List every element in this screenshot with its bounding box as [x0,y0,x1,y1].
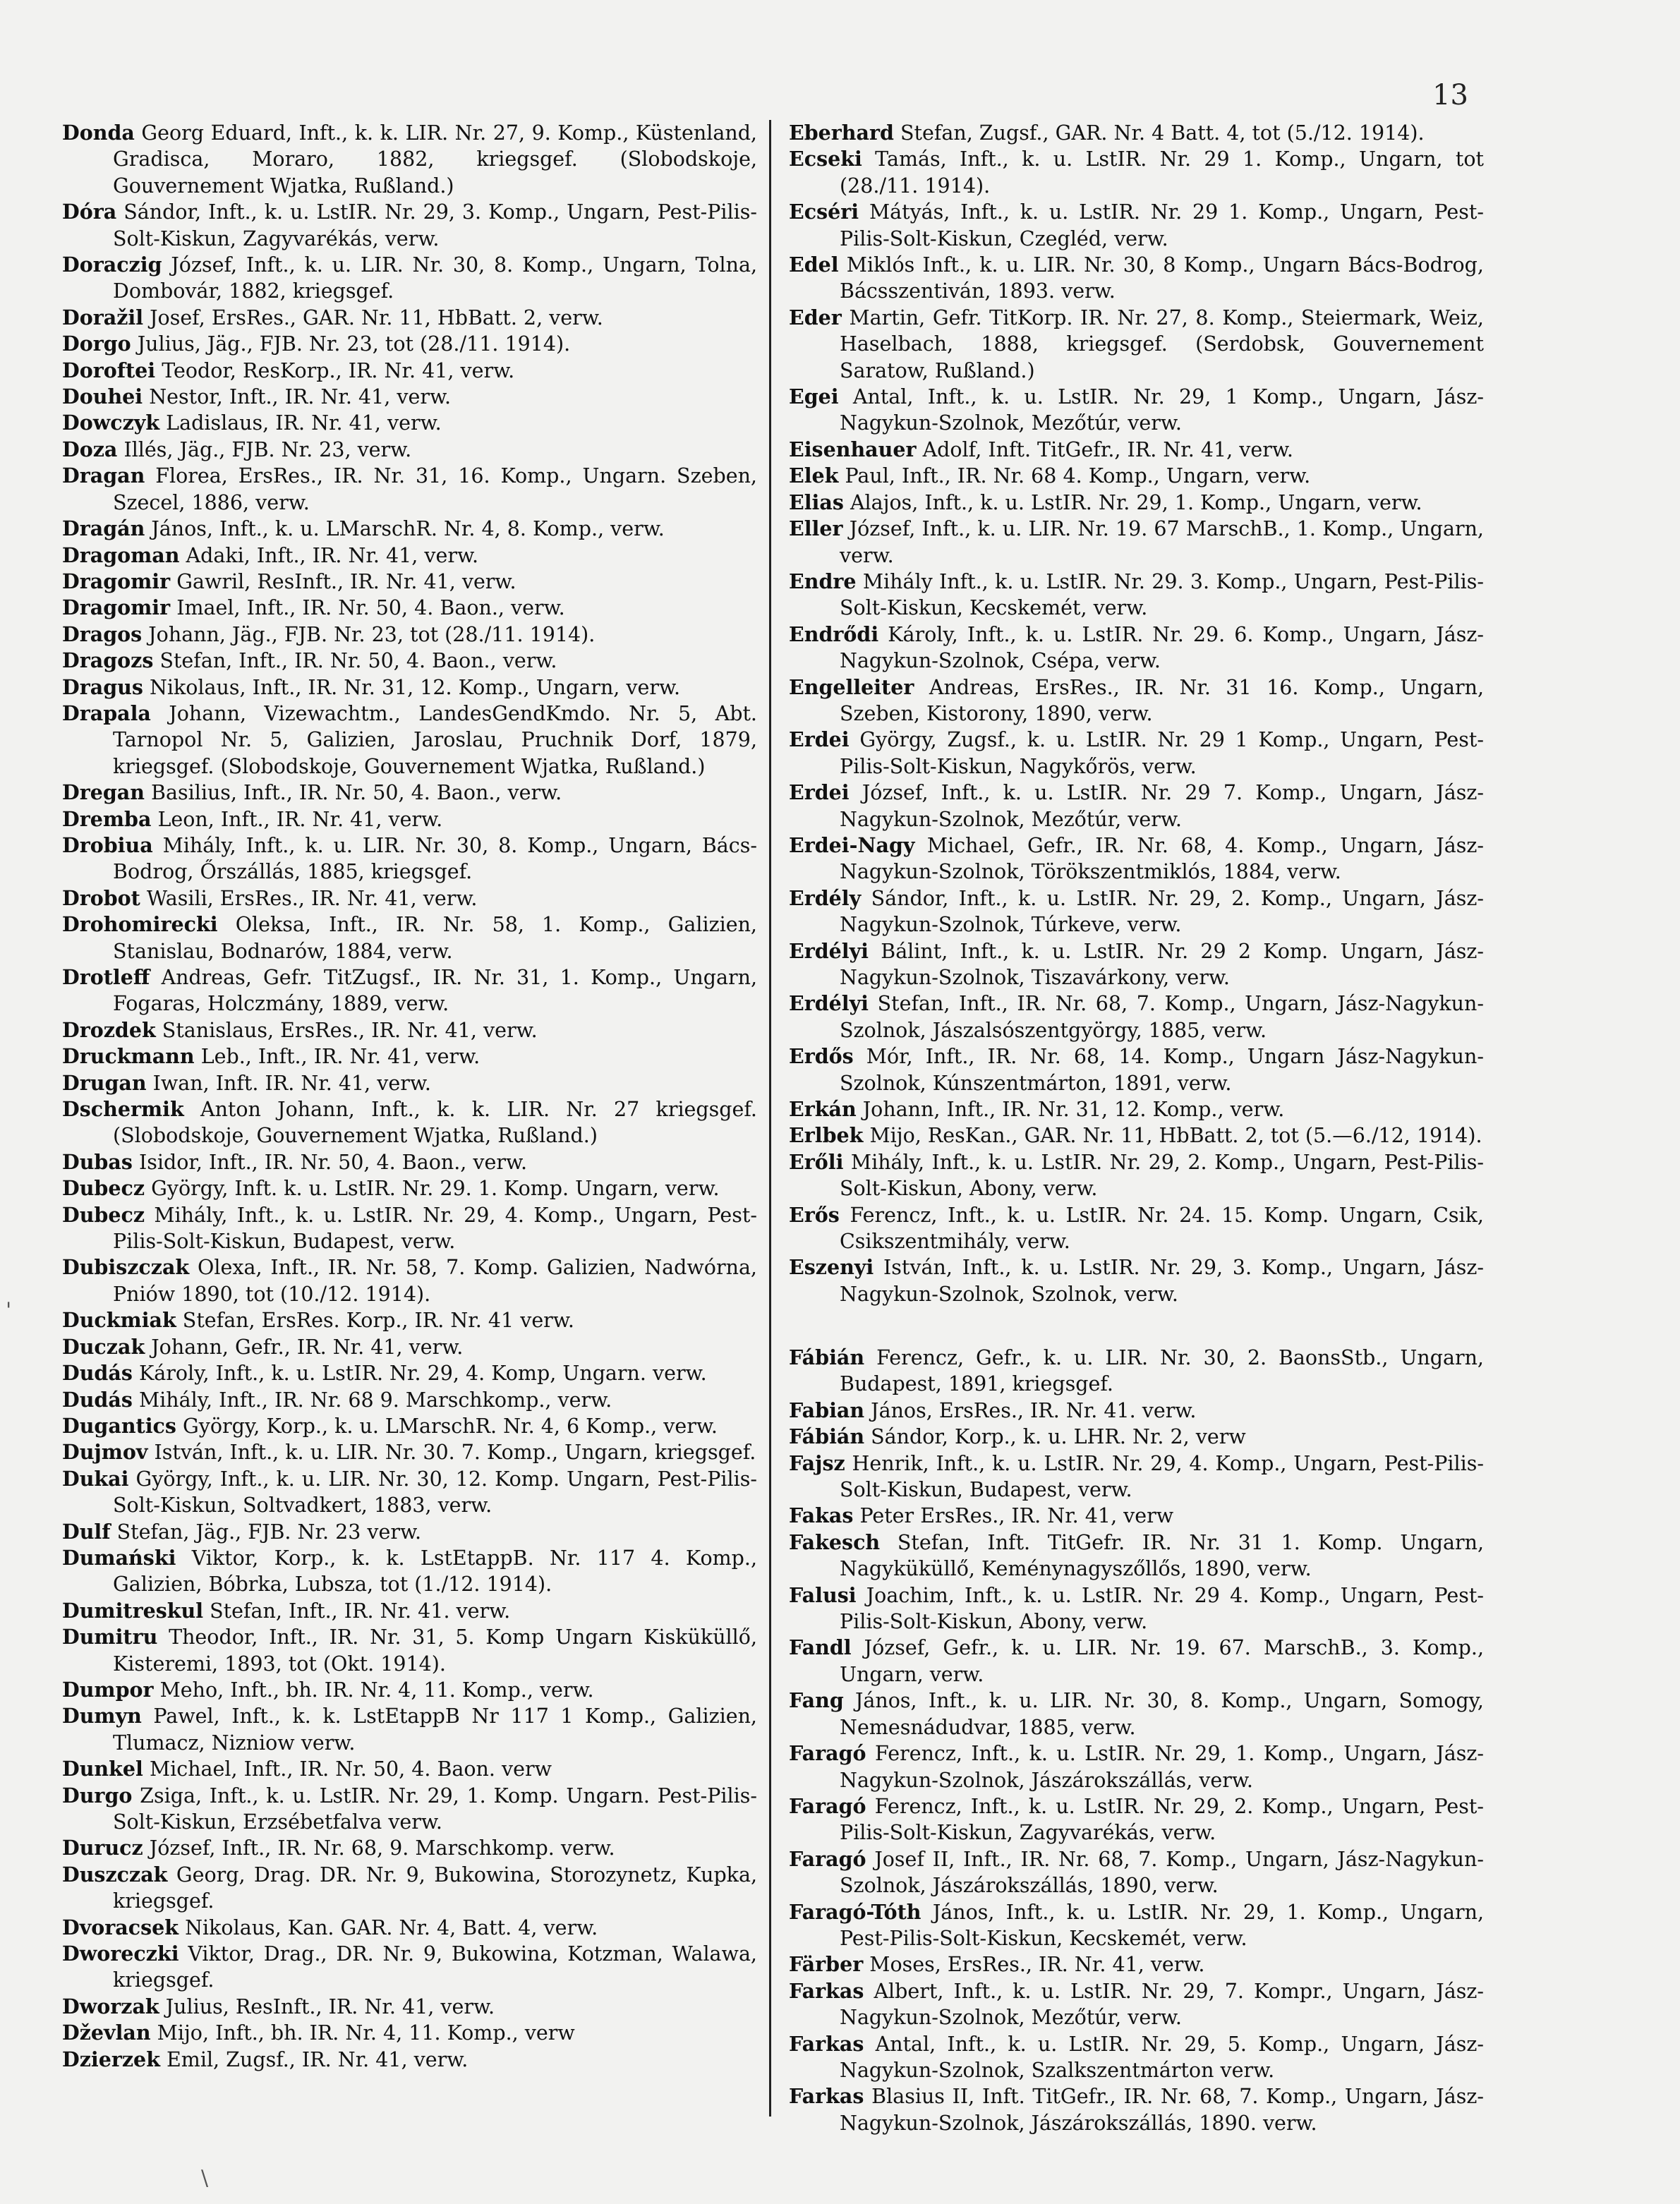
entry [62,1387,757,1413]
entry-surname: Färber [789,1952,864,1977]
entry-details: Stefan, ErsRes. Korp., IR. Nr. 41 verw. [182,1309,574,1333]
entry-surname: Dowczyk [62,411,160,435]
entry-surname: Erdei [789,727,850,752]
entry-details: János, ErsRes., IR. Nr. 41. verw. [871,1398,1197,1422]
entry-surname: Egei [789,385,839,409]
entry-details: Tamás, Inft., k. u. LstIR. Nr. 29 1. Komp., Ungarn, tot (28./11. 1914). [840,147,1484,198]
entry-details: Sándor, Inft., k. u. LstIR. Nr. 29, 2. Komp., Ungarn, Jász-Nagykun-Szolnok, Túrkeve, verw. [840,886,1485,937]
entry [62,463,757,516]
entry [789,1635,1484,1688]
entry-details: József, Inft., k. u. LIR. Nr. 19. 67 MarschB., 1. Komp., Ungarn, verw. [840,517,1484,567]
entry [62,1756,757,1782]
entry-details: Imael, Inft., IR. Nr. 50, 4. Baon., verw. [176,596,565,620]
entry-surname: Dubas [62,1149,133,1174]
entry-details: Ferencz, Inft., k. u. LstIR. Nr. 29, 2. Komp., Ungarn, Pest-Pilis-Solt-Kiskun, Zagyvarékás, verw. [840,1794,1484,1845]
entry [789,1582,1484,1635]
entry-details: Leb., Inft., IR. Nr. 41, verw. [200,1045,481,1069]
entry-surname: Donda [62,121,135,145]
entry-surname: Dragan [62,464,145,488]
entry [62,595,757,621]
entry-details: Stefan, Jäg., FJB. Nr. 23 verw. [116,1520,422,1544]
entry-surname: Dubecz [62,1202,145,1227]
entry-surname: Endre [789,569,857,593]
entry-details: Georg, Drag. DR. Nr. 9, Bukowina, Storozynetz, Kupka, kriegsgef. [113,1863,758,1913]
entry-details: Anton Johann, Inft., k. k. LIR. Nr. 27 kriegsgef. (Slobodskoje, Gouvernement Wjatka, Rußland.) [113,1098,757,1148]
entry-surname: Durucz [62,1836,143,1860]
entry-surname: Dunkel [62,1757,143,1781]
entry [789,1846,1484,1899]
entry [789,437,1484,463]
entry [62,885,757,912]
entry [789,1951,1484,1978]
entry-details: József, Inft., k. u. LIR. Nr. 30, 8. Komp., Ungarn, Tolna, Dombovár, 1882, kriegsgef. [113,253,757,303]
entry-details: Stefan, Zugsf., GAR. Nr. 4 Batt. 4, tot (5./12. 1914). [900,121,1425,145]
entry-details: Nikolaus, Inft., IR. Nr. 31, 12. Komp., Ungarn, verw. [149,675,681,699]
entry-surname: Dregan [62,780,145,805]
entry-details: Andreas, Gefr. TitZugsf., IR. Nr. 31, 1. Komp., Ungarn, Fogaras, Holczmány, 1889, verw. [113,966,758,1016]
entry [789,146,1484,199]
entry-details: Miklós Inft., k. u. LIR. Nr. 30, 8 Komp., Ungarn Bács-Bodrog, Bácsszentiván, 1893. verw. [840,253,1484,303]
entry-surname: Erős [789,1202,840,1227]
entry-surname: Dumitru [62,1625,158,1649]
entry [62,1439,757,1465]
entry-details: Mór, Inft., IR. Nr. 68, 14. Komp., Ungarn Jász-Nagykun-Szolnok, Kúnszentmárton, 1891, verw. [840,1045,1485,1095]
entry-surname: Duszczak [62,1862,168,1887]
entry [789,1978,1484,2031]
entry-surname: Endrődi [789,622,879,646]
entry-surname: Fakas [789,1503,854,1528]
entry-details: Stefan, Inft., IR. Nr. 50, 4. Baon., verw. [159,649,557,673]
entry-surname: Fábián [789,1424,865,1449]
entry-details: Nestor, Inft., IR. Nr. 41, verw. [149,385,452,409]
entry [62,1334,757,1360]
entry-surname: Falusi [789,1582,857,1607]
entry-surname: Eisenhauer [789,437,917,461]
entry-details: Stefan, Inft. TitGefr. IR. Nr. 31 1. Komp. Ungarn, Nagyküküllő, Keménynagyszőllős, 1890, verw. [840,1530,1485,1581]
entry-surname: Dudás [62,1387,133,1412]
entry-surname: Dworzak [62,1994,159,2018]
entry-surname: Drobiua [62,832,153,857]
entry-surname: Dschermik [62,1097,184,1122]
entry-details: János, Inft., k. u. LstIR. Nr. 29, 1. Komp., Ungarn, Pest-Pilis-Solt-Kiskun, Kecskemét, verw. [840,1900,1484,1950]
entry-details: István, Inft., k. u. LIR. Nr. 30. 7. Komp., Ungarn, kriegsgef. [154,1441,756,1465]
entry-details: Antal, Inft., k. u. LstIR. Nr. 29, 5. Komp., Ungarn, Jász-Nagykun-Szolnok, Szalkszentmárton verw. [840,2032,1484,2082]
entry [789,1451,1484,1503]
entry [62,1307,757,1333]
entry-details: Mijo, ResKan., GAR. Nr. 11, HbBatt. 2, tot (5.—6./12, 1914). [869,1124,1482,1148]
entry-surname: Fabian [789,1398,865,1422]
entry-surname: Dževlan [62,2021,151,2045]
entry-surname: Dumitreskul [62,1598,204,1623]
entry-details: György, Inft. k. u. LstIR. Nr. 29. 1. Komp. Ungarn, verw. [151,1177,720,1201]
entry [62,1783,757,1836]
entry-surname: Farkas [789,1978,864,2003]
entry [789,1149,1484,1202]
entry [789,2083,1484,2136]
entry [62,1994,757,2020]
entry-surname: Faragó [789,1741,866,1766]
entry [789,1202,1484,1255]
entry-details: Viktor, Drag., DR. Nr. 9, Bukowina, Kotzman, Walawa, kriegsgef. [113,1942,757,1992]
entry [62,1915,757,1941]
entry [789,1398,1484,1424]
entry-surname: Erkán [789,1097,857,1122]
entry-surname: Dragozs [62,648,154,673]
entry-surname: Duczak [62,1334,145,1359]
entry-details: Adolf, Inft. TitGefr., IR. Nr. 41, verw. [922,437,1293,461]
entry-details: Georg Eduard, Inft., k. k. LIR. Nr. 27, 9. Komp., Küstenland, Gradisca, Moraro, 1882, kriegsgef. (Slobodskoje, Gouvernement Wjatka, Rußland.) [113,121,757,198]
entry [789,885,1484,938]
entry-details: Julius, Jäg., FJB. Nr. 23, tot (28./11. 1914). [137,332,571,356]
entry-details: Pawel, Inft., k. k. LstEtappB Nr 117 1 Komp., Galizien, Tlumacz, Nizniow verw. [113,1705,757,1755]
entry [62,1175,757,1201]
entry-surname: Faragó-Tóth [789,1899,921,1924]
entry [789,780,1484,832]
entry [62,1598,757,1624]
entry-surname: Elek [789,464,839,488]
entry-surname: Douhei [62,385,143,409]
entry-surname: Fandl [789,1635,852,1660]
entry-surname: Farkas [789,2031,864,2056]
entry-surname: Erdei-Nagy [789,832,915,857]
entry [62,832,757,885]
entry-details: György, Korp., k. u. LMarschR. Nr. 4, 6 Komp., verw. [183,1414,718,1438]
entry [789,2031,1484,2084]
entry [62,701,757,780]
entry [789,991,1484,1043]
entry-details: György, Zugsf., k. u. LstIR. Nr. 29 1 Komp., Ungarn, Pest-Pilis-Solt-Kiskun, Nagykőrös, verw. [840,728,1484,778]
entry-surname: Dumpor [62,1677,154,1702]
entry-surname: Doražil [62,305,144,329]
entry-surname: Engelleiter [789,674,914,699]
entry-surname: Durgo [62,1783,133,1808]
entry-details: Oleksa, Inft., IR. Nr. 58, 1. Komp., Galizien, Stanislau, Bodnarów, 1884, verw. [113,913,757,963]
entry [62,410,757,436]
stray-mark-bottom: \ [201,2166,209,2191]
entry [789,1688,1484,1740]
entry [789,384,1484,437]
entry [62,437,757,463]
entry [62,1149,757,1175]
entry [62,358,757,384]
entry-surname: Drapala [62,701,151,725]
entry-surname: Dzierzek [62,2047,160,2071]
entry-surname: Dukai [62,1466,129,1491]
entry-details: Mihály, Inft., k. u. LstIR. Nr. 29, 4. Komp., Ungarn, Pest-Pilis-Solt-Kiskun, Budapest, verw. [113,1203,757,1254]
entry [62,1677,757,1703]
entry-details: Florea, ErsRes., IR. Nr. 31, 16. Komp., Ungarn. Szeben, Szecel, 1886, verw. [113,464,757,514]
entry [62,1017,757,1043]
entry-surname: Dujmov [62,1440,148,1465]
entry [789,463,1484,489]
entry [62,516,757,542]
entry [789,938,1484,991]
right-column-f-entries [789,1345,1484,2136]
entry-details: Ferencz, Inft., k. u. LstIR. Nr. 24. 15. Komp. Ungarn, Csik, Csikszentmihály, verw. [840,1203,1484,1254]
entry [62,2020,757,2046]
entry-details: Stefan, Inft., IR. Nr. 68, 7. Komp., Ungarn, Jász-Nagykun-Szolnok, Jászalsószentgyörgy, 1885, verw. [840,992,1484,1042]
entry-surname: Dragomir [62,595,171,620]
entry-details: Peter ErsRes., IR. Nr. 41, verw [859,1504,1174,1528]
entry [789,1503,1484,1529]
entry [62,1043,757,1070]
entry-details: Isidor, Inft., IR. Nr. 50, 4. Baon., verw. [138,1150,528,1174]
entry-details: Illés, Jäg., FJB. Nr. 23, verw. [123,437,412,461]
entry-surname: Erdélyi [789,991,869,1016]
entry [62,569,757,595]
entry-surname: Dubiszczak [62,1255,190,1280]
entry-details: Joachim, Inft., k. u. LstIR. Nr. 29 4. Komp., Ungarn, Pest-Pilis-Solt-Kiskun, Abony, verw. [840,1583,1484,1634]
entry-details: János, Inft., k. u. LMarschR. Nr. 4, 8. Komp., verw. [151,517,665,541]
entry-surname: Doroftei [62,358,156,382]
entry-details: Martin, Gefr. TitKorp. IR. Nr. 27, 8. Komp., Steiermark, Weiz, Haselbach, 1888, kriegsgef. (Serdobsk, Gouvernement Saratow, Rußland.) [840,305,1484,382]
entry [62,964,757,1017]
entry-details: Basilius, Inft., IR. Nr. 50, 4. Baon., verw. [151,781,562,805]
entry-surname: Dragomir [62,569,171,593]
entry-details: Leon, Inft., IR. Nr. 41, verw. [157,807,443,831]
entry [62,648,757,674]
entry [789,1740,1484,1793]
entry [62,780,757,806]
entry-surname: Edel [789,253,839,277]
entry-details: Olexa, Inft., IR. Nr. 58, 7. Komp. Galizien, Nadwórna, Pniów 1890, tot (10./12. 1914). [113,1256,757,1306]
entry-details: Adaki, Inft., IR. Nr. 41, verw. [186,543,479,567]
entry-details: Gawril, ResInft., IR. Nr. 41, verw. [176,569,516,593]
entry-surname: Dorgo [62,332,131,356]
entry-details: József, Inft., IR. Nr. 68, 9. Marschkomp. verw. [149,1836,615,1860]
entry-surname: Eberhard [789,121,894,145]
entry-surname: Dulf [62,1519,111,1544]
entry-details: Károly, Inft., k. u. LstIR. Nr. 29. 6. Komp., Ungarn, Jász-Nagykun-Szolnok, Csépa, verw. [840,622,1484,673]
entry-details: Michael, Gefr., IR. Nr. 68, 4. Komp., Ungarn, Jász-Nagykun-Szolnok, Törökszentmiklós, 1884, verw. [840,833,1484,884]
entry [789,1122,1484,1149]
entry [62,1202,757,1255]
entry-details: Antal, Inft., k. u. LstIR. Nr. 29, 1 Komp., Ungarn, Jász-Nagykun-Szolnok, Mezőtúr, verw. [840,385,1484,435]
entry [789,1096,1484,1122]
entry-details: Paul, Inft., IR. Nr. 68 4. Komp., Ungarn, verw. [845,464,1311,488]
entry-details: József, Gefr., k. u. LIR. Nr. 19. 67. MarschB., 3. Komp., Ungarn, verw. [840,1636,1485,1686]
entry-surname: Erdély [789,885,862,910]
entry [789,252,1484,305]
entry-details: Stanislaus, ErsRes., IR. Nr. 41, verw. [162,1018,538,1042]
entry [789,727,1484,780]
entry-surname: Farkas [789,2084,864,2109]
entry-details: Ladislaus, IR. Nr. 41, verw. [166,411,442,435]
entry-details: Emil, Zugsf., IR. Nr. 41, verw. [167,2047,469,2071]
entry-surname: Dworeczki [62,1942,179,1966]
entry [789,832,1484,885]
entry [62,199,757,252]
entry-surname: Dugantics [62,1413,176,1438]
entry-surname: Dudás [62,1361,133,1386]
right-column-e-entries [789,120,1484,1307]
entry [62,1703,757,1756]
entry-surname: Fábián [789,1345,865,1369]
entry-details: Moses, ErsRes., IR. Nr. 41, verw. [869,1953,1205,1977]
entry-surname: Dumyn [62,1704,142,1728]
entry-surname: Eder [789,305,842,329]
entry-details: Stefan, Inft., IR. Nr. 41. verw. [210,1599,511,1623]
entry-details: Johann, Gefr., IR. Nr. 41, verw. [151,1335,464,1359]
entry-surname: Drotleff [62,965,150,989]
entry-surname: Erdélyi [789,938,869,963]
entry [62,1096,757,1149]
entry-details: József, Inft., k. u. LstIR. Nr. 29 7. Komp., Ungarn, Jász-Nagykun-Szolnok, Mezőtúr, verw. [840,781,1484,831]
entry [789,1254,1484,1307]
entry-details: Alajos, Inft., k. u. LstIR. Nr. 29, 1. Komp., Ungarn, verw. [850,490,1422,514]
entry [62,305,757,331]
entry [62,1624,757,1677]
entry-details: Zsiga, Inft., k. u. LstIR. Nr. 29, 1. Komp. Ungarn. Pest-Pilis-Solt-Kiskun, Erzsébetfalva verw. [113,1784,757,1834]
entry-details: Mihály, Inft., k. u. LstIR. Nr. 29, 2. Komp., Ungarn, Pest-Pilis-Solt-Kiskun, Abony, verw. [840,1150,1484,1201]
entry [789,674,1484,727]
entry-details: János, Inft., k. u. LIR. Nr. 30, 8. Komp., Ungarn, Somogy, Nemesnádudvar, 1885, verw. [840,1689,1484,1739]
entry-surname: Dvoracsek [62,1915,179,1939]
entry-surname: Duckmiak [62,1308,176,1333]
entry-surname: Druckmann [62,1044,195,1069]
entry [789,1424,1484,1450]
entry [789,490,1484,516]
entry-surname: Dremba [62,806,152,831]
entry-surname: Drobot [62,885,140,910]
entry-surname: Dóra [62,200,117,224]
entry-details: Mátyás, Inft., k. u. LstIR. Nr. 29 1. Komp., Ungarn, Pest-Pilis-Solt-Kiskun, Czegléd, verw. [840,200,1484,250]
entry [62,674,757,701]
entry [62,120,757,199]
entry [789,120,1484,146]
entry [62,1466,757,1519]
entry [62,252,757,305]
entry-surname: Ecseki [789,147,862,171]
entry-details: Iwan, Inft. IR. Nr. 41, verw. [152,1071,431,1095]
entry-details: Teodor, ResKorp., IR. Nr. 41, verw. [162,358,515,382]
entry [62,384,757,410]
entry-details: Nikolaus, Kan. GAR. Nr. 4, Batt. 4, verw. [185,1915,598,1939]
entry-details: Josef, ErsRes., GAR. Nr. 11, HbBatt. 2, verw. [150,305,603,329]
entry-details: Theodor, Inft., IR. Nr. 31, 5. Komp Ungarn Kisküküllő, Kisteremi, 1893, tot (Okt. 1914). [113,1625,758,1676]
entry [62,1835,757,1861]
entry [789,569,1484,622]
entry-details: Johann, Vizewachtm., LandesGendKmdo. Nr. 5, Abt. Tarnopol Nr. 5, Galizien, Jaroslau, Pruchnik Dorf, 1879, kriegsgef. (Slobodskoje, Gouvernement Wjatka, Rußland.) [113,701,757,778]
entry [789,1793,1484,1846]
entry-surname: Erdős [789,1044,854,1069]
entry-details: Andreas, ErsRes., IR. Nr. 31 16. Komp., Ungarn, Szeben, Kistorony, 1890, verw. [840,675,1485,725]
entry [62,912,757,964]
entry-details: Mihály, Inft., IR. Nr. 68 9. Marschkomp., verw. [138,1388,612,1412]
entry [789,199,1484,252]
entry-details: Josef II, Inft., IR. Nr. 68, 7. Komp., Ungarn, Jász-Nagykun-Szolnok, Jászárokszállás, 1890, verw. [840,1847,1484,1898]
entry-details: Mijo, Inft., bh. IR. Nr. 4, 11. Komp., verw [157,2021,575,2045]
entry-surname: Dragoman [62,543,180,567]
entry-surname: Erlbek [789,1123,864,1148]
entry-surname: Faragó [789,1846,866,1871]
entry-details: Henrik, Inft., k. u. LstIR. Nr. 29, 4. Komp., Ungarn, Pest-Pilis-Solt-Kiskun, Budapest, verw. [840,1451,1484,1502]
entry [789,622,1484,674]
entry-surname: Eller [789,516,843,541]
entry-details: Ferencz, Inft., k. u. LstIR. Nr. 29, 1. Komp., Ungarn, Jász-Nagykun-Szolnok, Jászárokszállás, verw. [840,1742,1484,1792]
entry-surname: Fang [789,1688,844,1713]
entry [62,1413,757,1439]
entry-surname: Doraczig [62,253,162,277]
entry-details: Viktor, Korp., k. k. LstEtappB. Nr. 117 4. Komp., Galizien, Bóbrka, Lubsza, tot (1./12. 1914). [113,1546,758,1597]
column-divider [769,120,771,2117]
entry [62,1862,757,1915]
entry-details: Ferencz, Gefr., k. u. LIR. Nr. 30, 2. BaonsStb., Ungarn, Budapest, 1891, kriegsgef. [840,1346,1484,1396]
entry [789,1899,1484,1952]
entry [62,1254,757,1307]
entry [62,1519,757,1545]
entry-surname: Drozdek [62,1017,156,1042]
entry-details: Michael, Inft., IR. Nr. 50, 4. Baon. verw [149,1757,552,1781]
entry [789,516,1484,569]
entry-details: István, Inft., k. u. LstIR. Nr. 29, 3. Komp., Ungarn, Jász-Nagykun-Szolnok, Szolnok, verw. [840,1256,1484,1306]
entry-surname: Drohomirecki [62,912,218,937]
entry-details: Johann, Jäg., FJB. Nr. 23, tot (28./11. 1914). [148,622,596,646]
entry [789,1345,1484,1398]
entry-surname: Fajsz [789,1451,845,1475]
entry-surname: Doza [62,437,118,461]
entry [62,1360,757,1386]
entry-surname: Faragó [789,1793,866,1818]
entry [62,331,757,357]
entry-surname: Drugan [62,1070,147,1095]
entry-details: Károly, Inft., k. u. LstIR. Nr. 29, 4. Komp, Ungarn. verw. [138,1362,707,1386]
entry [62,1070,757,1096]
entry [789,1043,1484,1096]
entry [62,806,757,832]
entry-surname: Dumański [62,1545,176,1570]
entry [62,543,757,569]
entry-surname: Elias [789,490,844,514]
entry-surname: Dragán [62,516,145,541]
entry-surname: Eszenyi [789,1255,874,1280]
entry-surname: Ecséri [789,200,859,224]
entry-details: Wasili, ErsRes., IR. Nr. 41, verw. [146,886,478,910]
entry [62,622,757,648]
entry-details: Johann, Inft., IR. Nr. 31, 12. Komp., verw. [862,1098,1285,1122]
entry [62,1941,757,1994]
entry-surname: Erőli [789,1149,844,1174]
entry-surname: Dragus [62,674,143,699]
entry-surname: Dragos [62,622,143,646]
entry-details: Sándor, Inft., k. u. LstIR. Nr. 29, 3. Komp., Ungarn, Pest-Pilis-Solt-Kiskun, Zagyvarékás, verw. [113,200,757,250]
entry [789,1530,1484,1582]
entry-surname: Fakesch [789,1530,881,1554]
entry-details: György, Inft., k. u. LIR. Nr. 30, 12. Komp. Ungarn, Pest-Pilis-Solt-Kiskun, Soltvadkert, 1883, verw. [113,1467,758,1518]
page-number: 13 [1432,79,1468,111]
entry [62,2047,757,2073]
entry [62,1545,757,1598]
entry-details: Blasius II, Inft. TitGefr., IR. Nr. 68, 7. Komp., Ungarn, Jász-Nagykun-Szolnok, Jászárokszállás, 1890. verw. [840,2085,1484,2135]
left-column [62,120,757,2073]
entry-details: Julius, ResInft., IR. Nr. 41, verw. [165,1994,495,2018]
stray-mark-left: ' [6,1298,12,1323]
entry-details: Mihály, Inft., k. u. LIR. Nr. 30, 8. Komp., Ungarn, Bács-Bodrog, Őrszállás, 1885, kriegsgef. [113,833,757,884]
entry [789,305,1484,384]
entry-details: Albert, Inft., k. u. LstIR. Nr. 29, 7. Kompr., Ungarn, Jász-Nagykun-Szolnok, Mezőtúr, verw. [840,1979,1484,2030]
entry-details: Meho, Inft., bh. IR. Nr. 4, 11. Komp., verw. [159,1678,594,1702]
entry-details: Bálint, Inft., k. u. LstIR. Nr. 29 2 Komp. Ungarn, Jász-Nagykun-Szolnok, Tiszavárkony, verw. [840,939,1485,989]
entry-details: Mihály Inft., k. u. LstIR. Nr. 29. 3. Komp., Ungarn, Pest-Pilis-Solt-Kiskun, Kecskemét, verw. [840,569,1484,620]
entry-surname: Erdei [789,780,850,805]
entry-details: Sándor, Korp., k. u. LHR. Nr. 2, verw [871,1425,1246,1449]
entry-surname: Dubecz [62,1176,145,1201]
